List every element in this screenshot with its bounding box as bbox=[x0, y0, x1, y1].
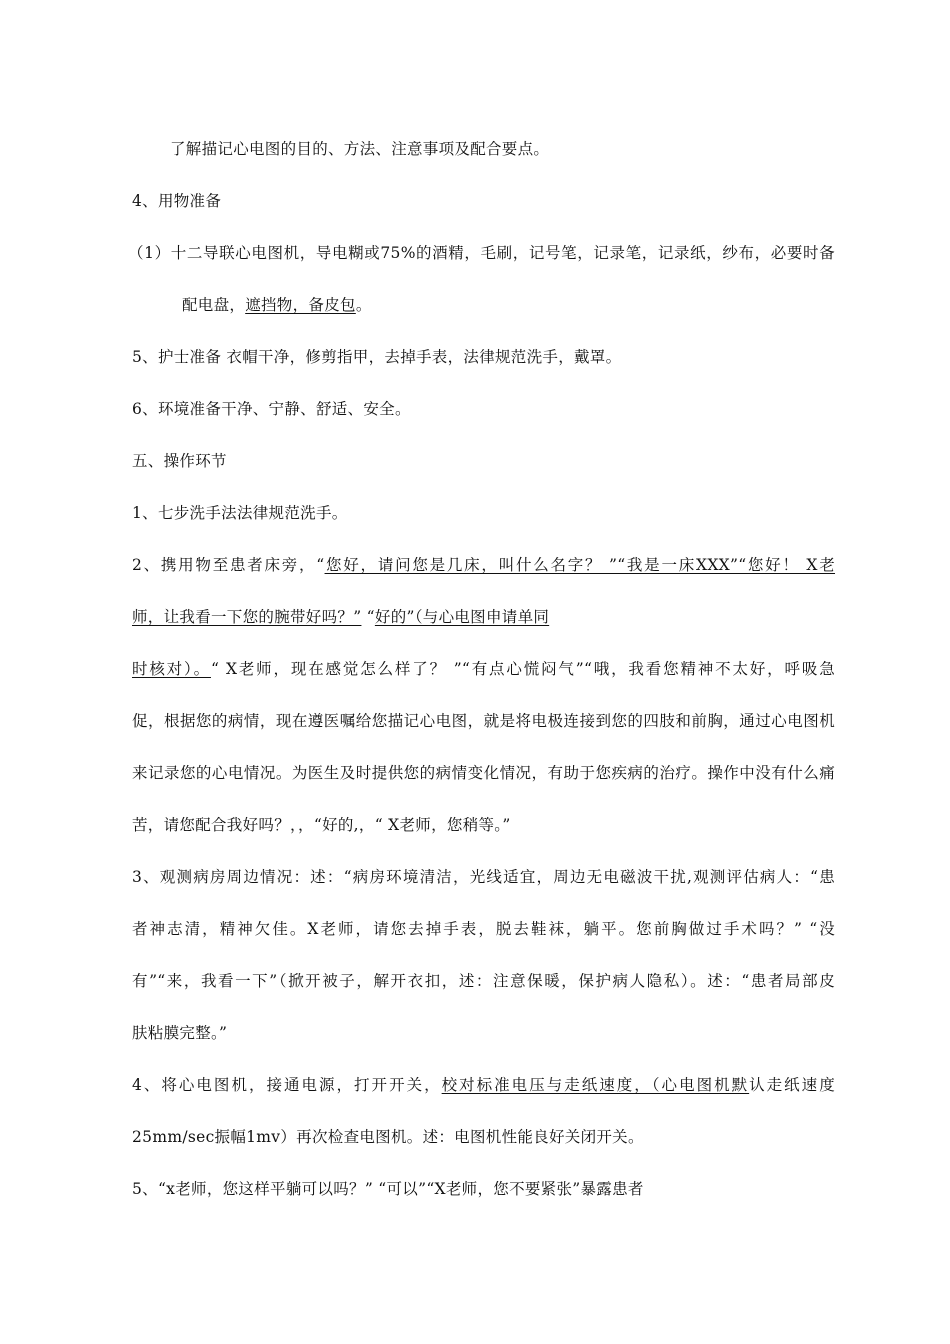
underlined-dialogue: 时核对）。 bbox=[132, 660, 211, 678]
step-5-line-1: 5、“x老师，您这样平躺可以吗？” “可以”“X老师，您不要紧张”暴露患者 bbox=[132, 1180, 644, 1198]
paragraph-line-1: 了解描记心电图的目的、方法、注意事项及配合要点。 bbox=[170, 140, 550, 158]
section-heading-environment: 6、环境准备干净、宁静、舒适、安全。 bbox=[132, 400, 411, 418]
step-3-line-1: 3、观测病房周边情况：述：“病房环境清洁，光线适宜，周边无电磁波干扰,观测评估病人：“患 bbox=[132, 868, 835, 886]
step-2-line-1 bbox=[132, 554, 835, 576]
text-segment: “ bbox=[361, 608, 375, 626]
step-4-line-1 bbox=[132, 1074, 835, 1096]
step-3-line-4: 肤粘膜完整。” bbox=[132, 1024, 228, 1042]
text-segment: 4、将心电图机，接通电源，打开开关， bbox=[132, 1076, 442, 1094]
text-segment: 。 bbox=[355, 296, 372, 314]
step-1-line: 1、七步洗手法法律规范洗手。 bbox=[132, 504, 348, 522]
underlined-text: 遮挡物，备皮包 bbox=[245, 296, 356, 314]
step-2-line-6: 苦，请您配合我好吗？，，“好的,，“ X老师，您稍等。” bbox=[132, 816, 511, 834]
text-segment: “ X老师，现在感觉怎么样了？ ”“有点心慌闷气”“哦，我看您精神不太好，呼吸急 bbox=[210, 660, 835, 678]
section-heading-nurse-prep: 5、护士准备 衣帽干净，修剪指甲，去掉手表，法律规范洗手，戴罩。 bbox=[132, 348, 622, 366]
underlined-dialogue: 您好，请问您是几床，叫什么名字？ ”“我是一床XXX”“您好！ X老 bbox=[324, 556, 836, 574]
step-2-line-5: 来记录您的心电情况。为医生及时提供您的病情变化情况，有助于您疾病的治疗。操作中没有什么痛 bbox=[132, 764, 835, 782]
step-3-line-2: 者神志清，精神欠佳。X老师，请您去掉手表，脱去鞋袜，躺平。您前胸做过手术吗？” “没 bbox=[132, 920, 835, 938]
text-segment: 2、携用物至患者床旁，“ bbox=[132, 556, 325, 574]
step-2-line-2 bbox=[132, 606, 835, 628]
section-heading-supplies: 4、用物准备 bbox=[132, 192, 222, 210]
step-4-line-2: 25mm/sec振幅1mv）再次检查电图机。述：电图机性能良好关闭开关。 bbox=[132, 1128, 644, 1146]
step-3-line-3: 有”“来，我看一下”（掀开被子，解开衣扣，述：注意保暖，保护病人隐私）。述：“患者局部皮 bbox=[132, 972, 835, 990]
paragraph-line-supplies: （1）十二导联心电图机，导电糊或75%的酒精，毛刷，记号笔，记录笔，记录纸，纱布，必要时备 bbox=[128, 244, 835, 262]
underlined-dialogue: 好的”（与心电图申请单同 bbox=[374, 608, 550, 626]
underlined-text: 校对标准电压与走纸速度，（心电图机默 bbox=[441, 1076, 750, 1094]
step-2-line-3 bbox=[132, 658, 835, 680]
text-segment: 认走纸速度 bbox=[749, 1076, 835, 1094]
text-segment: 配电盘， bbox=[182, 296, 246, 314]
step-2-line-4: 促，根据您的病情，现在遵医嘱给您描记心电图，就是将电极连接到您的四肢和前胸，通过心电图机 bbox=[132, 712, 835, 730]
paragraph-line-supplies-cont bbox=[182, 294, 835, 316]
section-heading-procedure: 五、操作环节 bbox=[132, 452, 227, 470]
underlined-dialogue: 师，让我看一下您的腕带好吗？” bbox=[132, 608, 362, 626]
